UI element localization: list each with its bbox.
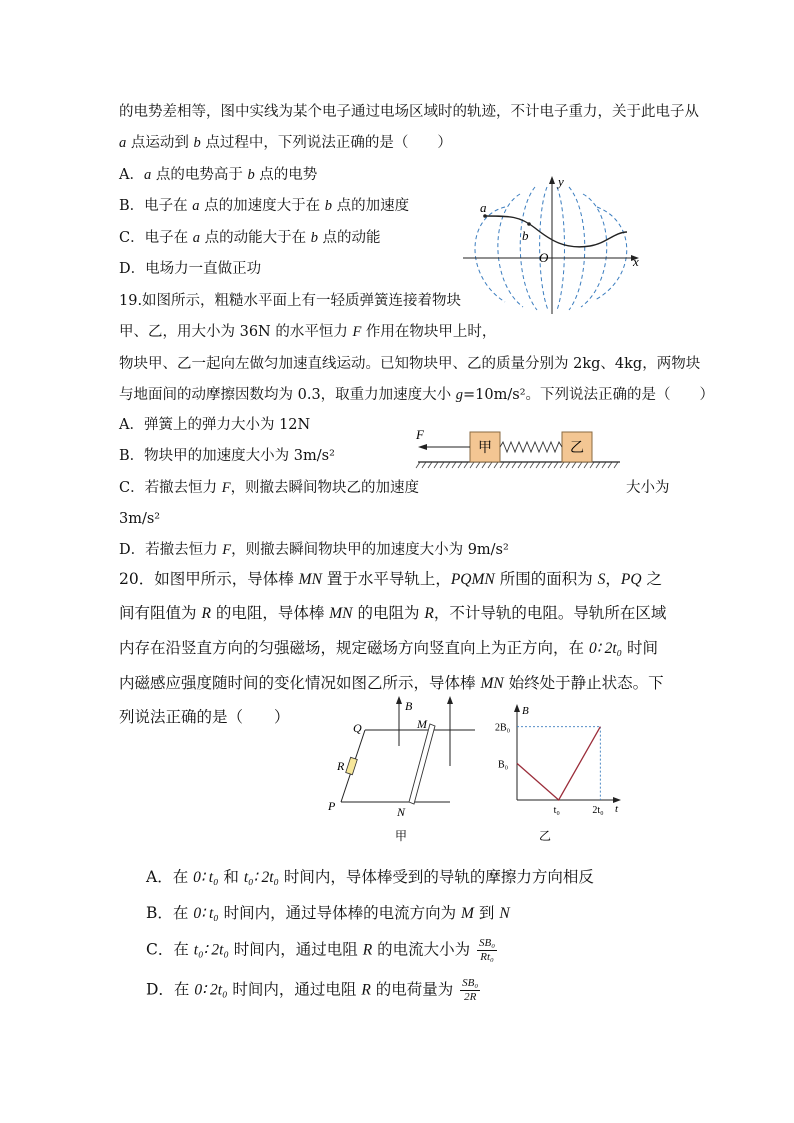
q20-option-b[interactable]: B．在 0∶ t₀ 时间内，通过导体棒的电流方向为 M 到 N: [146, 904, 510, 922]
q20-figure-yi-chart: [495, 702, 625, 847]
spring: [500, 442, 562, 452]
q19-option-b[interactable]: B．物块甲的加速度大小为 3m/s²: [119, 448, 335, 464]
label-x: x: [633, 254, 639, 269]
q20-option-d[interactable]: D．在 0∶ 2t₀ 时间内，通过电阻 R 的电荷量为 $\frac{\text{SB₀}}{2R}$: [146, 977, 479, 1003]
q19-stem-line1: 19.如图所示，粗糙水平面上有一轻质弹簧连接着物块: [119, 293, 462, 309]
caption-yi: 乙: [539, 829, 552, 843]
fraction-current: $\frac{\text{SB₀}}{\text{Rt₀}}$: [479, 937, 496, 963]
q20-stem-line4: 内磁感应强度随时间的变化情况如图乙所示，导体棒 MN 始终处于静止状态。下: [119, 674, 664, 692]
label-y: y: [558, 174, 564, 189]
q18-field-figure: [455, 172, 645, 317]
q19-option-a[interactable]: A．弹簧上的弹力大小为 12N: [119, 417, 311, 433]
x-axis-label: t: [615, 803, 619, 815]
label-F: F: [416, 427, 424, 442]
label-R: R: [337, 759, 345, 773]
label-origin: O: [539, 250, 549, 265]
y-tick-B0: B₀: [498, 759, 509, 771]
q19-stem-line3: 物块甲、乙一起向左做匀加速直线运动。已知物块甲、乙的质量分别为 2kg、4kg，两物块: [119, 356, 701, 372]
caption-jia: 甲: [395, 829, 408, 843]
x-tick-t0: t₀: [553, 805, 560, 816]
q18-option-d[interactable]: D．电场力一直做正功: [119, 261, 262, 277]
x-tick-2t0: 2t₀: [592, 805, 604, 816]
q20-option-a[interactable]: A．在 0∶ t₀ 和 t₀∶ 2t₀ 时间内，导体棒受到的导轨的摩擦力方向相反: [146, 868, 594, 886]
series-B-line: [517, 727, 600, 800]
q19-option-c-tail: 大小为: [626, 480, 670, 496]
resistor-R: [346, 757, 358, 774]
q20-stem-line2: 间有阻值为 R 的电阻，导体棒 MN 的电阻为 R，不计导轨的电阻。导轨所在区域: [119, 604, 667, 622]
q19-option-c[interactable]: C．若撤去恒力 F，则撤去瞬间物块乙的加速度: [119, 480, 420, 496]
q20-stem-line1: 20．如图甲所示，导体棒 MN 置于水平导轨上，PQMN 所围的面积为 S，PQ 之: [119, 570, 662, 588]
label-b: b: [522, 228, 529, 243]
q18-option-b[interactable]: B．电子在 a 点的加速度大于在 b 点的加速度: [119, 198, 410, 214]
label-M: M: [417, 717, 427, 731]
q19-stem-line4: 与地面间的动摩擦因数均为 0.3，取重力加速度大小 g=10m/s²。下列说法正确的是（ ）: [119, 387, 715, 403]
q20-stem-line3: 内存在沿竖直方向的匀强磁场，规定磁场方向竖直向上为正方向，在 0∶ 2t₀ 时间: [119, 639, 658, 657]
label-B-field: B: [405, 699, 413, 713]
block-jia-label: 甲: [478, 441, 492, 456]
label-N: N: [397, 805, 406, 819]
q19-option-c-wrap: 3m/s²: [119, 511, 161, 527]
q18-stem-line2: a 点运动到 b 点过程中，下列说法正确的是（ ）: [119, 135, 452, 151]
label-P: P: [328, 799, 336, 813]
label-a: a: [480, 200, 487, 215]
rod-MN: [409, 724, 435, 804]
fraction-charge: $\frac{\text{SB₀}}{2R}$: [462, 977, 479, 1003]
q19-option-d[interactable]: D．若撤去恒力 F，则撤去瞬间物块甲的加速度大小为 9m/s²: [119, 542, 509, 558]
y-axis-label: B: [522, 705, 529, 717]
block-yi-label: 乙: [570, 441, 584, 456]
label-Q: Q: [353, 721, 362, 735]
q20-figure-jia: [325, 696, 485, 846]
q18-option-a[interactable]: A．a 点的电势高于 b 点的电势: [119, 167, 318, 183]
q20-stem-line5: 列说法正确的是（ ）: [119, 708, 290, 726]
point-b: [527, 222, 531, 226]
q18-stem-line1: 的电势差相等，图中实线为某个电子通过电场区域时的轨迹，不计电子重力，关于此电子从: [119, 104, 699, 120]
q19-blocks-figure: [414, 426, 624, 471]
y-tick-2B0: 2B₀: [495, 722, 511, 734]
q20-option-c[interactable]: C．在 t₀∶ 2t₀ 时间内，通过电阻 R 的电流大小为 $\frac{\text{SB₀}}{\text{Rt₀}}$: [146, 937, 496, 963]
q19-stem-line2: 甲、乙，用大小为 36N 的水平恒力 F 作用在物块甲上时，: [119, 324, 497, 340]
q18-option-c[interactable]: C．电子在 a 点的动能大于在 b 点的动能: [119, 230, 381, 246]
